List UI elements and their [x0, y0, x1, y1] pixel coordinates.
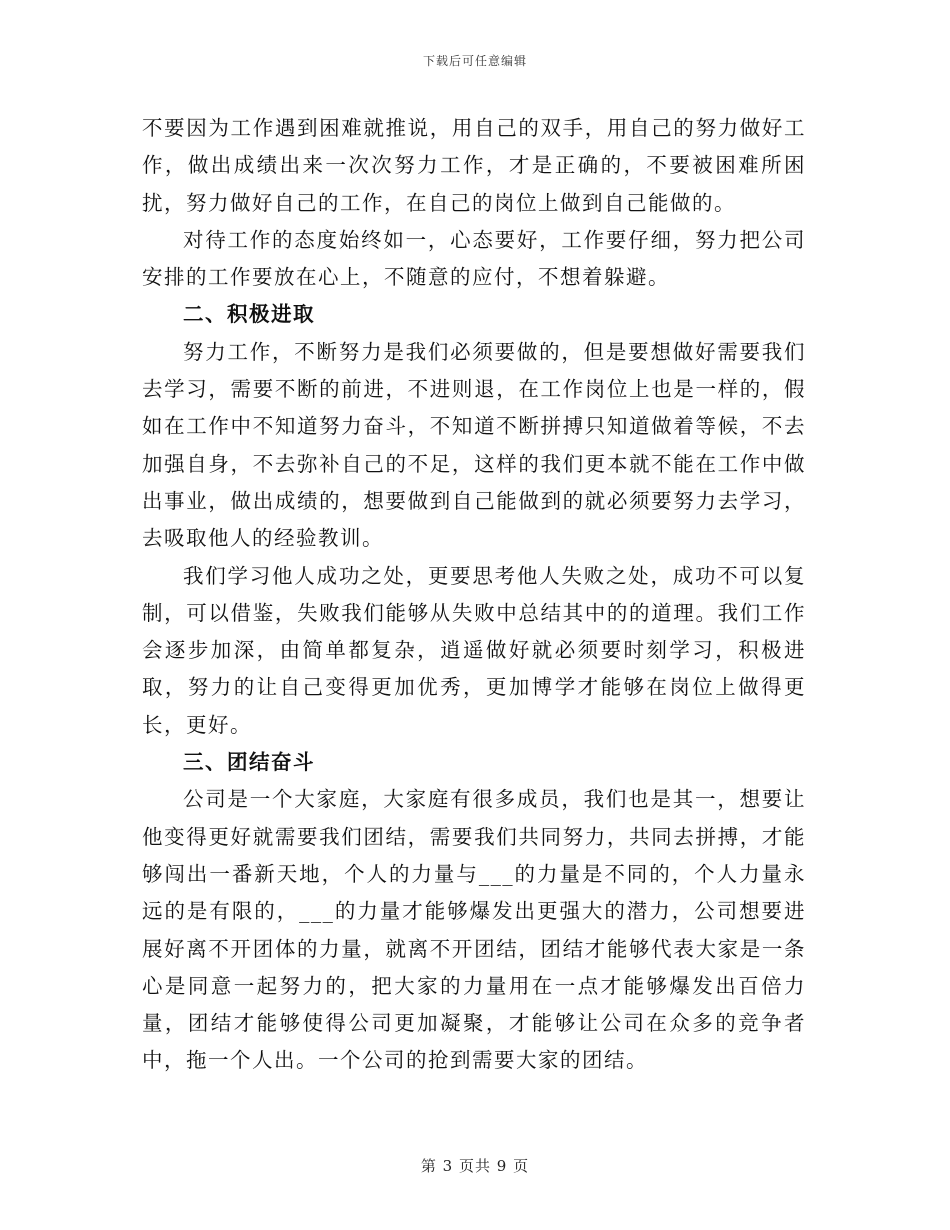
paragraph: 努力工作，不断努力是我们必须要做的，但是要想做好需要我们去学习，需要不断的前进，不进则退，在工作岗位上也是一样的，假如在工作中不知道努力奋斗，不知道不断拼搏只知道做着等候，不去加强自身，不去弥补自己的不足，这样的我们更本就不能在工作中做出事业，做出成绩的，想要做到自己能做到的就必须要努力去学习，去吸取他人的经验教训。: [142, 339, 806, 551]
page-header: 下载后可任意编辑: [422, 54, 527, 68]
paragraph: 不要因为工作遇到困难就推说，用自己的双手，用自己的努力做好工作，做出成绩出来一次次努力工作，才是正确的，不要被困难所困扰，努力做好自己的工作，在自己的岗位上做到自己能做的。: [142, 116, 806, 215]
paragraph: 公司是一个大家庭，大家庭有很多成员，我们也是其一，想要让他变得更好就需要我们团结，需要我们共同努力，共同去拼搏，才能够闯出一番新天地，个人的力量与___的力量是不同的，个人力量永远的是有限的，___的力量才能够爆发出更强大的潜力，公司想要进展好离不开团体的力量，就离不开团结，团结才能够代表大家是一条心是同意一起努力的，把大家的力量用在一点才能够爆发出百倍力量，团结才能够使得公司更加凝聚，才能够让公司在众多的竞争者中，拖一个人出。一个公司的抢到需要大家的团结。: [142, 787, 806, 1073]
page-footer: 第 3 页共 9 页: [420, 1157, 530, 1175]
document-body: [142, 110, 806, 1080]
section-heading: 三、团结奋斗: [183, 750, 315, 775]
section-heading: 二、积极进取: [183, 302, 315, 327]
paragraph: 对待工作的态度始终如一，心态要好，工作要仔细，努力把公司安排的工作要放在心上，不随意的应付，不想着躲避。: [142, 227, 806, 290]
paragraph: 我们学习他人成功之处，更要思考他人失败之处，成功不可以复制，可以借鉴，失败我们能够从失败中总结其中的的道理。我们工作会逐步加深，由简单都复杂，逍遥做好就必须要时刻学习，积极进取，努力的让自己变得更加优秀，更加博学才能够在岗位上做得更长，更好。: [142, 563, 806, 737]
